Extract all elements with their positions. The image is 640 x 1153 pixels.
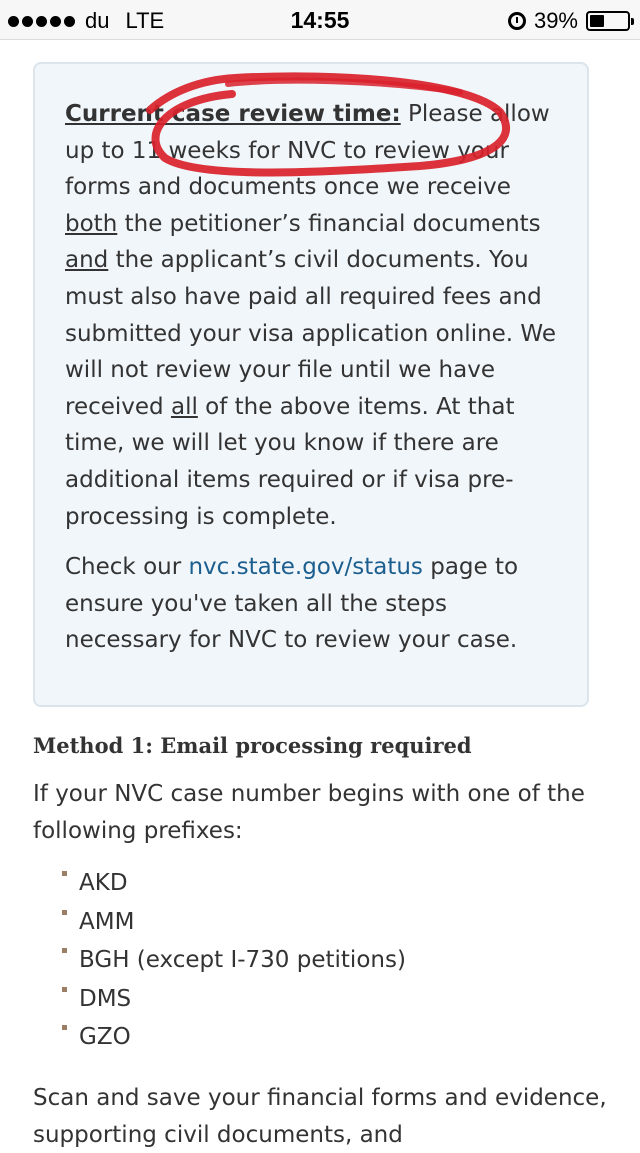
bullet-icon (62, 1025, 67, 1030)
bullet-icon (62, 871, 67, 876)
battery-icon (586, 11, 630, 31)
prefix-label: DMS (79, 985, 132, 1012)
battery-fill (590, 15, 604, 27)
prefix-list (62, 864, 406, 1057)
prefix-label: AMM (79, 908, 135, 935)
nvc-status-link[interactable]: nvc.state.gov/status (188, 554, 423, 581)
prefix-item (62, 864, 406, 903)
status-bar (0, 0, 640, 40)
status-check-paragraph (65, 549, 557, 659)
battery-percent: 39% (533, 8, 578, 33)
bullet-icon (62, 948, 67, 953)
notice-text-1: Please allow up to 11 weeks for NVC to review your forms and documents once we receive (65, 101, 550, 201)
status-right (508, 8, 630, 34)
notice-emphasis-and: and (65, 247, 109, 274)
notice-emphasis-both: both (65, 210, 118, 237)
notice-emphasis-all: all (170, 393, 198, 420)
notice-text-3: the applicant’s civil documents. You must also have paid all required fees and submitted your visa application online. We will not review your file until we have received (65, 247, 556, 420)
case-review-notice (33, 62, 589, 707)
carrier-name: du (85, 8, 110, 33)
status-check-text-1: Check our (65, 554, 189, 581)
prefix-item (62, 941, 406, 980)
notice-lead: Current case review time: (65, 101, 401, 127)
prefix-label: BGH (except I-730 petitions) (79, 947, 406, 973)
status-check-text-2: page to ensure you've taken all the steps necessary for NVC to review your case. (65, 554, 519, 654)
prefix-item (62, 1018, 406, 1057)
prefix-item (62, 903, 406, 942)
method-1-intro: If your NVC case number begins with one of the following prefixes: (33, 781, 585, 844)
method-1-heading: Method 1: Email processing required (33, 733, 472, 758)
alarm-icon (508, 12, 526, 30)
bullet-icon (62, 910, 67, 915)
notice-text-4: of the above items. At that time, we will let you know if there are additional items required or if visa pre-processing is complete. (65, 393, 515, 530)
notice-paragraph (65, 96, 557, 535)
notice-text-2: the petitioner’s financial documents (117, 210, 541, 237)
prefix-label: GZO (79, 1024, 131, 1050)
network-type: LTE (125, 8, 165, 33)
prefix-item (62, 980, 406, 1019)
bullet-icon (62, 987, 67, 992)
clock: 14:55 (290, 7, 350, 33)
scan-instructions: Scan and save your financial forms and evidence, supporting civil documents, and (33, 1085, 607, 1148)
prefix-label: AKD (79, 870, 128, 896)
